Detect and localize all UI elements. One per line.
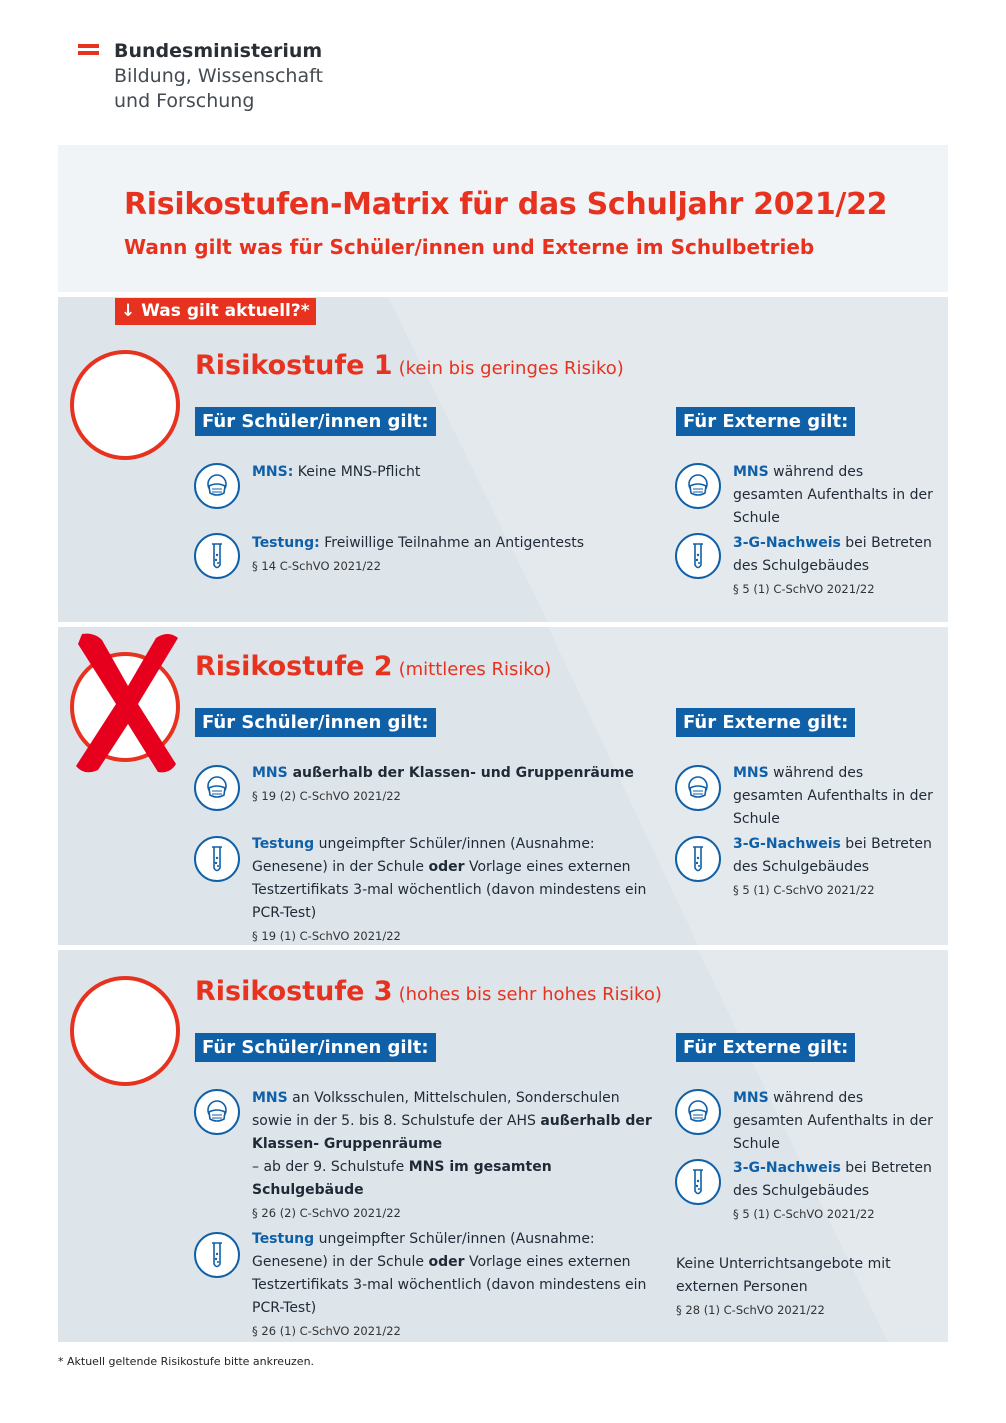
- level-3-students-testing: Testung ungeimpfter Schüler/innen (Ausnahme: Genesene) in der Schule oder Vorlage eines externen Testzertifikats 3-mal wöchentlich (davon mindestens ein PCR-Test) § 26 (1) C-SchVO 2021/22: [252, 1231, 647, 1338]
- level-3-externals-3g: 3-G-Nachweis bei Betreten des Schulgebäudes § 5 (1) C-SchVO 2021/22: [733, 1160, 932, 1221]
- level-1-students-testing: Testung: Freiwillige Teilnahme an Antigentests § 14 C-SchVO 2021/22: [252, 535, 585, 573]
- ministry-name-line1: Bundesministerium: [114, 40, 323, 62]
- current-level-tag: ↓ Was gilt aktuell?*: [115, 298, 316, 325]
- test-tube-icon: [675, 533, 721, 579]
- page-subtitle: Wann gilt was für Schüler/innen und Externe im Schulbetrieb: [124, 235, 815, 259]
- mask-icon: [194, 1089, 240, 1135]
- ministry-name-line2: Bildung, Wissenschaft: [114, 65, 323, 87]
- mask-icon: [675, 463, 721, 509]
- level-1-externals-label: Für Externe gilt:: [676, 407, 855, 436]
- level-2-title: Risikostufe 2 (mittleres Risiko): [195, 651, 552, 682]
- level-1-checkbox[interactable]: [70, 350, 180, 460]
- test-tube-icon: [194, 836, 240, 882]
- mask-icon: [194, 463, 240, 509]
- level-1-students-mns: MNS: Keine MNS-Pflicht: [252, 464, 421, 480]
- level-2-externals-mns: MNS während des gesamten Aufenthalts in der Schule: [733, 765, 933, 827]
- level-1-externals-mns: MNS während des gesamten Aufenthalts in der Schule: [733, 464, 933, 526]
- header-box: [58, 145, 948, 292]
- test-tube-icon: [194, 533, 240, 579]
- level-2-students-testing: Testung ungeimpfter Schüler/innen (Ausnahme: Genesene) in der Schule oder Vorlage eines externen Testzertifikats 3-mal wöchentlich (davon mindestens ein PCR-Test) § 19 (1) C-SchVO 2021/22: [252, 836, 647, 943]
- level-2-students-mns: MNS außerhalb der Klassen- und Gruppenräume § 19 (2) C-SchVO 2021/22: [252, 765, 634, 803]
- mask-icon: [675, 765, 721, 811]
- level-3-students-mns: MNS an Volksschulen, Mittelschulen, Sonderschulen sowie in der 5. bis 8. Schulstufe der AHS außerhalb der Klassen- Gruppenräume – ab der 9. Schulstufe MNS im gesamten Schulgebäude § 26 (2) C-SchVO 2021/22: [252, 1090, 652, 1220]
- checked-cross-icon: [72, 628, 184, 776]
- test-tube-icon: [675, 836, 721, 882]
- level-1-students-label: Für Schüler/innen gilt:: [195, 407, 436, 436]
- level-3-externals-no-lessons: Keine Unterrichtsangebote mit externen Personen § 28 (1) C-SchVO 2021/22: [676, 1256, 891, 1317]
- mask-icon: [675, 1089, 721, 1135]
- level-3-students-label: Für Schüler/innen gilt:: [195, 1033, 436, 1062]
- footnote: * Aktuell geltende Risikostufe bitte ankreuzen.: [58, 1355, 315, 1368]
- level-3-checkbox[interactable]: [70, 976, 180, 1086]
- test-tube-icon: [194, 1232, 240, 1278]
- ministry-name-line3: und Forschung: [114, 90, 255, 112]
- level-2-externals-label: Für Externe gilt:: [676, 708, 855, 737]
- test-tube-icon: [675, 1159, 721, 1205]
- page-title: Risikostufen-Matrix für das Schuljahr 2021/22: [124, 187, 888, 222]
- level-2-students-label: Für Schüler/innen gilt:: [195, 708, 436, 737]
- mask-icon: [194, 765, 240, 811]
- austria-flag-icon: [78, 44, 99, 58]
- level-3-externals-mns: MNS während des gesamten Aufenthalts in der Schule: [733, 1090, 933, 1152]
- level-3-title: Risikostufe 3 (hohes bis sehr hohes Risiko): [195, 976, 662, 1007]
- level-1-title: Risikostufe 1 (kein bis geringes Risiko): [195, 350, 624, 381]
- level-1-externals-3g: 3-G-Nachweis bei Betreten des Schulgebäudes § 5 (1) C-SchVO 2021/22: [733, 535, 932, 596]
- level-2-externals-3g: 3-G-Nachweis bei Betreten des Schulgebäudes § 5 (1) C-SchVO 2021/22: [733, 836, 932, 897]
- level-3-externals-label: Für Externe gilt:: [676, 1033, 855, 1062]
